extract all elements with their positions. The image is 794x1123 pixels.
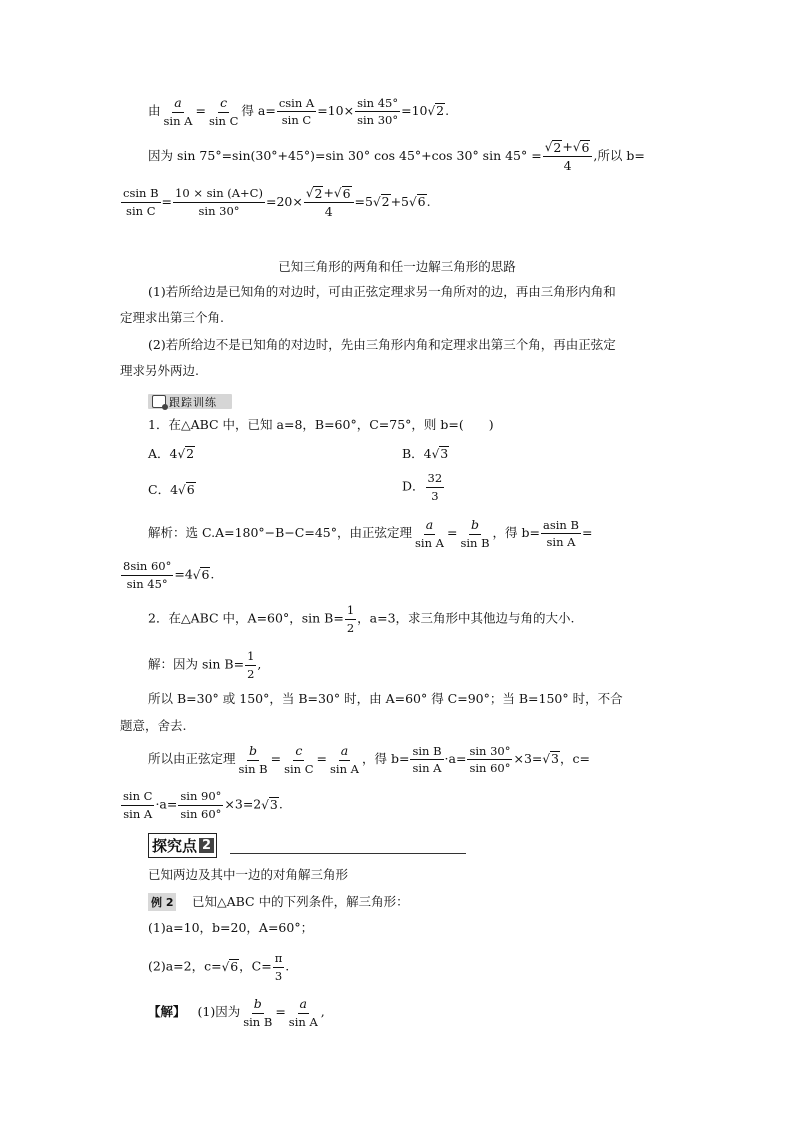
example-condition-1: (1)a=10，b=20，A=60°； (148, 920, 314, 935)
method-item-1-line-2: 定理求出第三个角. (120, 310, 224, 325)
q2-stem: 2．在△ABC 中，A=60°，sin B= $\frac{1}{2}$ ，a=3，求三角形中其他边与角的大小. (148, 603, 575, 635)
q2-solution-line-3: 题意，舍去. (120, 718, 187, 733)
sqrt: √ 2 (427, 103, 445, 119)
fraction: $\frac{10 \times \sin (A+C)}{\sin 30^\circ}$ (175, 186, 263, 218)
q1-option-a: A．4 √ 2 (148, 446, 195, 462)
example-condition-2: (2)a=2，c= √ 6 ，C= $\frac{\pi}{3}$ . (148, 951, 290, 983)
follow-practice-badge: 跟踪训练 (148, 394, 232, 409)
q1-option-c: C．4 √ 6 (148, 482, 195, 498)
fraction: $\frac{\text{csin A}}{\text{sin C}}$ (278, 95, 315, 128)
practice-icon (152, 395, 166, 408)
method-item-2-line-2: 理求另外两边. (120, 363, 199, 378)
q1-option-d: D． $\frac{32}{3}$ (402, 471, 443, 503)
sqrt: √ 6 (409, 193, 426, 209)
fraction: $\frac{c}{\text{sin C}}$ (208, 95, 239, 128)
method-item-1-line-1: (1)若所给边是已知角的对边时，可由正弦定理求另一角所对的边，再由三角形内角和 (148, 284, 616, 299)
q2-solution-line-2: 所以 B=30° 或 150°，当 B=30° 时，由 A=60° 得 C=90°；当 B=150° 时，不合 (148, 691, 623, 706)
fraction: $\frac{\sin 45^\circ}{\sin 30^\circ}$ (357, 95, 399, 128)
q1-solution-line-2: $\frac{8\sin 60^\circ}{\sin 45^\circ}$ =4 √ 6 . (123, 559, 215, 591)
explore-point-box: 探究点 2 (148, 833, 217, 858)
q1-solution-line-1: 解析：选 C.A=180°−B−C=45°，由正弦定理 $\frac{a}{\text{sin A}}$ = $\frac{b}{\text{sin B}}$ ，得 b= $\frac{\text{asin B}}{\text{sin A}}$ = (148, 517, 593, 550)
method-item-2-line-1: (2)若所给边不是已知角的对边时，先由三角形内角和定理求出第三个角，再由正弦定 (148, 337, 616, 352)
fraction: $\frac{\text{csin B}}{\text{sin C}}$ (123, 186, 159, 218)
q2-solution-line-5: $\frac{\text{sin C}}{\text{sin A}}$ ·a= $\frac{\sin 90^\circ}{\sin 60^\circ}$ ×3=2 √ 3 . (123, 789, 283, 821)
q2-solution-line-4: 所以由正弦定理 $\frac{b}{\text{sin B}}$ = $\frac{c}{\text{sin C}}$ = $\frac{a}{\text{sin A}}$ ，得 b= $\frac{\text{sin B}}{\text{sin A}}$ ·a= $\frac{\sin 30^\circ}{\sin 60^\circ}$ ×3= √ 3 ，c= (148, 743, 590, 776)
divider (230, 853, 466, 854)
q2-solution-line-1: 解：因为 sin B= $\frac{1}{2}$ , (148, 649, 262, 681)
q1-option-b: B．4 √ 3 (402, 446, 449, 462)
q1-stem: 1．在△ABC 中，已知 a=8，B=60°，C=75°，则 b=( ) (148, 417, 494, 432)
example-solution-line-1: 【解】 (1)因为 $\frac{b}{\text{sin B}}$ = $\frac{a}{\text{sin A}}$ , (148, 996, 325, 1029)
fraction: √ 2 + √ 6 4 (543, 140, 593, 173)
method-title: 已知三角形的两角和任一边解三角形的思路 (278, 259, 516, 274)
eq-line-3: $\frac{\text{csin B}}{\text{sin C}}$ = $\frac{10 \times \sin (A+C)}{\sin 30^\circ}$ =20× √ 2 + √ 6 4 =5 √ 2 +5 √ 6 . (123, 185, 431, 220)
sqrt: √ 2 (372, 193, 390, 209)
example-tag: 例 2 (148, 893, 176, 911)
fraction: $\frac{a}{\text{sin A}}$ (163, 95, 193, 128)
fraction: √ 2 + √ 6 4 (304, 186, 354, 219)
eq-line-1: 由 $\frac{a}{\text{sin A}}$ = $\frac{c}{\text{sin C}}$ 得 a= $\frac{\text{csin A}}{\text{sin C}}$ =10× $\frac{\sin 45^\circ}{\sin 30^\circ}$ =10 √ 2 . (148, 95, 450, 128)
text: 由 (148, 103, 161, 119)
explore-subtitle: 已知两边及其中一边的对角解三角形 (148, 867, 349, 882)
explore-point-heading (148, 834, 217, 856)
eq-line-2: 因为 sin 75°=sin(30°+45°)=sin 30° cos 45°+cos 30° sin 45° = √ 2 + √ 6 4 ,所以 b= (148, 139, 645, 174)
example-stem: 已知△ABC 中的下列条件，解三角形： (192, 894, 409, 909)
